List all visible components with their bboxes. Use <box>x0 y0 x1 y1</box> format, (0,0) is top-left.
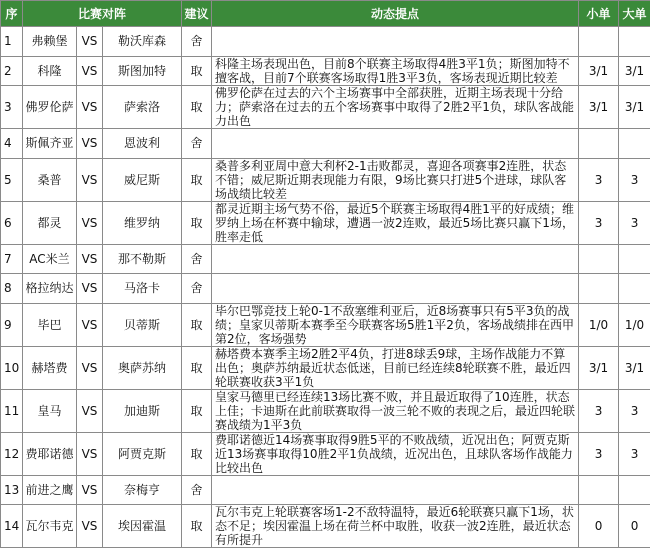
home-team: 弗赖堡 <box>23 27 77 57</box>
row-index: 9 <box>1 303 23 346</box>
small-pick: 3 <box>579 389 619 432</box>
small-pick <box>579 274 619 304</box>
away-team: 贝蒂斯 <box>103 303 182 346</box>
big-pick <box>619 475 650 505</box>
vs-label: VS <box>77 303 103 346</box>
recommendation: 取 <box>182 56 212 86</box>
big-pick: 3/1 <box>619 86 650 129</box>
small-pick: 3 <box>579 432 619 475</box>
match-rows <box>1 27 650 548</box>
away-team: 斯图加特 <box>103 56 182 86</box>
match-note <box>212 475 579 505</box>
recommendation: 舍 <box>182 129 212 159</box>
home-team: 斯佩齐亚 <box>23 129 77 159</box>
row-index: 13 <box>1 475 23 505</box>
table-row <box>1 274 650 304</box>
vs-label: VS <box>77 129 103 159</box>
away-team: 马洛卡 <box>103 274 182 304</box>
vs-label: VS <box>77 274 103 304</box>
table-row <box>1 244 650 274</box>
vs-label: VS <box>77 27 103 57</box>
home-team: 瓦尔韦克 <box>23 505 77 548</box>
table-row <box>1 158 650 201</box>
vs-label: VS <box>77 56 103 86</box>
vs-label: VS <box>77 86 103 129</box>
small-pick <box>579 475 619 505</box>
small-pick: 3/1 <box>579 346 619 389</box>
home-team: 格拉纳达 <box>23 274 77 304</box>
vs-label: VS <box>77 158 103 201</box>
table-row <box>1 86 650 129</box>
table-row <box>1 346 650 389</box>
match-note: 皇家马德里已经连续13场比赛不败，并且最近取得了10连胜，状态上佳；卡迪斯在此前联赛取得一波三轮不败的表现之后，最近四轮联赛战绩为1平3负 <box>212 389 579 432</box>
vs-label: VS <box>77 505 103 548</box>
small-pick <box>579 129 619 159</box>
home-team: 桑普 <box>23 158 77 201</box>
header-match: 比赛对阵 <box>23 1 182 27</box>
row-index: 5 <box>1 158 23 201</box>
away-team: 萨索洛 <box>103 86 182 129</box>
match-note: 都灵近期主场气势不俗，最近5个联赛主场取得4胜1平的好成绩；维罗纳上场在杯赛中输球，遭遇一波2连败，最近5场比赛只赢下1场，胜率走低 <box>212 201 579 244</box>
small-pick: 3 <box>579 201 619 244</box>
vs-label: VS <box>77 475 103 505</box>
away-team: 维罗纳 <box>103 201 182 244</box>
match-note: 佛罗伦萨在过去的六个主场赛事中全部获胜，近期主场表现十分给力；萨索洛在过去的五个客场赛事中取得了2胜2平1负，球队客战能力出色 <box>212 86 579 129</box>
header-big: 大单 <box>619 1 650 27</box>
away-team: 埃因霍温 <box>103 505 182 548</box>
small-pick: 3/1 <box>579 56 619 86</box>
match-note: 桑普多利亚周中意大利杯2-1击败都灵，喜迎各项赛事2连胜，状态不错；威尼斯近期表现能力有限，9场比赛只打进5个进球，球队客场战绩比较差 <box>212 158 579 201</box>
row-index: 4 <box>1 129 23 159</box>
recommendation: 舍 <box>182 274 212 304</box>
table-row <box>1 432 650 475</box>
big-pick <box>619 274 650 304</box>
home-team: 都灵 <box>23 201 77 244</box>
vs-label: VS <box>77 432 103 475</box>
match-note: 科隆主场表现出色，目前8个联赛主场取得4胜3平1负；斯图加特不擅客战，目前7个联赛客场取得1胜3平3负，客场表现近期比较差 <box>212 56 579 86</box>
recommendation: 取 <box>182 389 212 432</box>
home-team: 费耶诺德 <box>23 432 77 475</box>
home-team: 毕巴 <box>23 303 77 346</box>
match-note <box>212 244 579 274</box>
recommendation: 取 <box>182 346 212 389</box>
small-pick <box>579 27 619 57</box>
away-team: 加迪斯 <box>103 389 182 432</box>
recommendation: 取 <box>182 86 212 129</box>
table-row <box>1 201 650 244</box>
away-team: 恩波利 <box>103 129 182 159</box>
small-pick: 0 <box>579 505 619 548</box>
away-team: 阿贾克斯 <box>103 432 182 475</box>
away-team: 威尼斯 <box>103 158 182 201</box>
home-team: AC米兰 <box>23 244 77 274</box>
small-pick: 3 <box>579 158 619 201</box>
row-index: 8 <box>1 274 23 304</box>
row-index: 10 <box>1 346 23 389</box>
big-pick <box>619 27 650 57</box>
recommendation: 取 <box>182 303 212 346</box>
big-pick <box>619 129 650 159</box>
match-note: 赫塔费本赛季主场2胜2平4负，打进8球丢9球，主场作战能力不算出色；奥萨苏纳最近状态低迷，目前已经连续8轮联赛不胜，最近四轮联赛收获3平1负 <box>212 346 579 389</box>
vs-label: VS <box>77 201 103 244</box>
vs-label: VS <box>77 389 103 432</box>
big-pick: 3 <box>619 201 650 244</box>
table-row <box>1 389 650 432</box>
small-pick: 3/1 <box>579 86 619 129</box>
vs-label: VS <box>77 244 103 274</box>
small-pick <box>579 244 619 274</box>
recommendation: 舍 <box>182 244 212 274</box>
header-row <box>1 1 650 27</box>
row-index: 7 <box>1 244 23 274</box>
table-row <box>1 475 650 505</box>
away-team: 那不勒斯 <box>103 244 182 274</box>
small-pick: 1/0 <box>579 303 619 346</box>
home-team: 赫塔费 <box>23 346 77 389</box>
away-team: 勒沃库森 <box>103 27 182 57</box>
row-index: 14 <box>1 505 23 548</box>
header-note: 动态提点 <box>212 1 579 27</box>
row-index: 3 <box>1 86 23 129</box>
table-row <box>1 505 650 548</box>
recommendation: 舍 <box>182 27 212 57</box>
table-row <box>1 129 650 159</box>
home-team: 佛罗伦萨 <box>23 86 77 129</box>
header-small: 小单 <box>579 1 619 27</box>
big-pick: 3/1 <box>619 56 650 86</box>
home-team: 科隆 <box>23 56 77 86</box>
recommendation: 取 <box>182 432 212 475</box>
row-index: 11 <box>1 389 23 432</box>
recommendation: 取 <box>182 505 212 548</box>
big-pick: 0 <box>619 505 650 548</box>
row-index: 6 <box>1 201 23 244</box>
big-pick: 3 <box>619 158 650 201</box>
big-pick: 1/0 <box>619 303 650 346</box>
home-team: 皇马 <box>23 389 77 432</box>
match-note: 毕尔巴鄂竞技上轮0-1不敌塞维利亚后，近8场赛事只有5平3负的战绩；皇家贝蒂斯本赛季至今联赛客场5胜1平2负，客场战绩排在西甲第2位，客场强势 <box>212 303 579 346</box>
away-team: 奈梅亨 <box>103 475 182 505</box>
match-note <box>212 274 579 304</box>
row-index: 1 <box>1 27 23 57</box>
recommendation: 取 <box>182 158 212 201</box>
home-team: 前进之鹰 <box>23 475 77 505</box>
header-index: 序 <box>1 1 23 27</box>
row-index: 2 <box>1 56 23 86</box>
match-note <box>212 129 579 159</box>
table-row <box>1 27 650 57</box>
table-row <box>1 56 650 86</box>
match-note <box>212 27 579 57</box>
away-team: 奥萨苏纳 <box>103 346 182 389</box>
row-index: 12 <box>1 432 23 475</box>
vs-label: VS <box>77 346 103 389</box>
recommendation: 取 <box>182 201 212 244</box>
recommendation: 舍 <box>182 475 212 505</box>
match-note: 瓦尔韦克上轮联赛客场1-2不敌特温特，最近6轮联赛只赢下1场，状态不足；埃因霍温上场在荷兰杯中取胜，收获一波2连胜，最近状态有所提升 <box>212 505 579 548</box>
big-pick: 3/1 <box>619 346 650 389</box>
big-pick: 3 <box>619 389 650 432</box>
table-row <box>1 303 650 346</box>
header-recommendation: 建议 <box>182 1 212 27</box>
big-pick: 3 <box>619 432 650 475</box>
big-pick <box>619 244 650 274</box>
match-note: 费耶诺德近14场赛事取得9胜5平的不败战绩，近况出色；阿贾克斯近13场赛事取得10胜2平1负战绩，近况出色，且球队客场作战能力比较出色 <box>212 432 579 475</box>
